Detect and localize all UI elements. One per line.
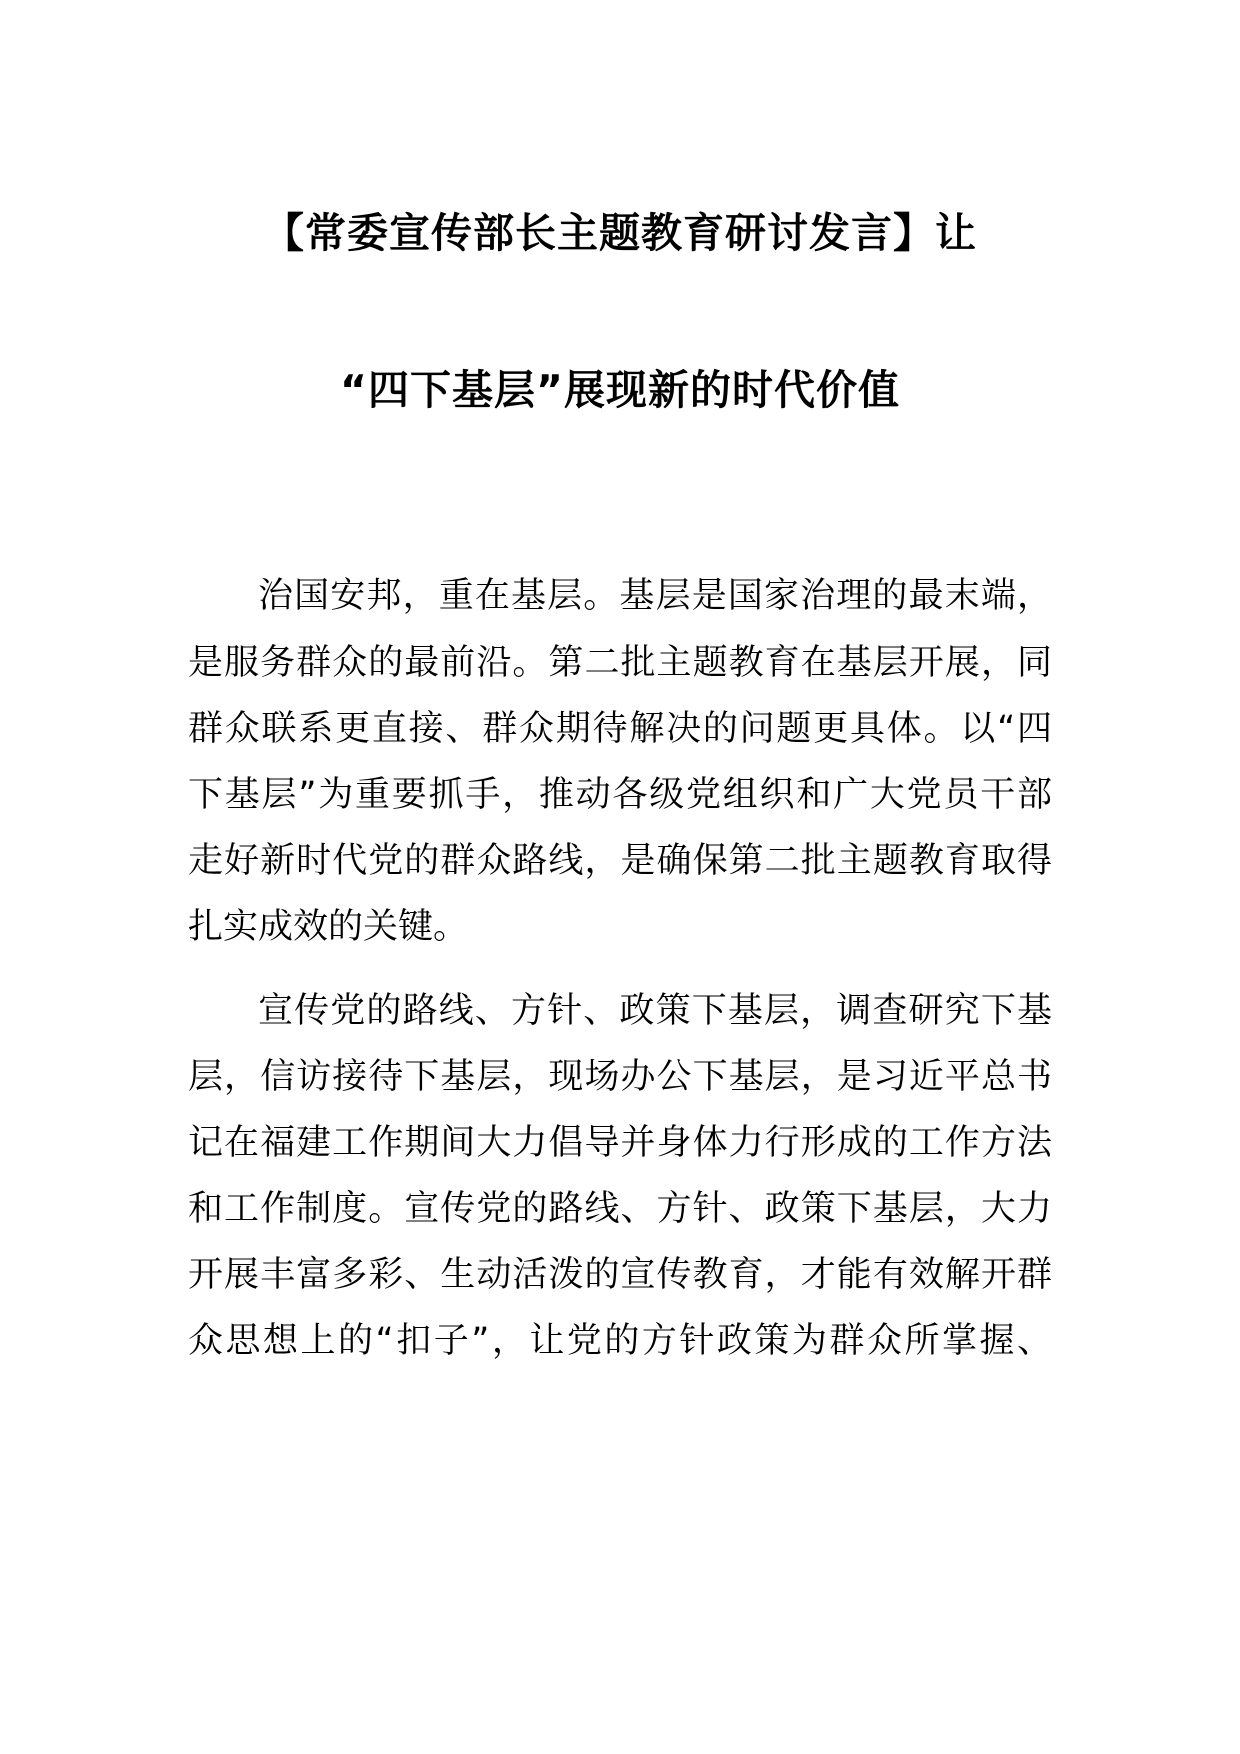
paragraph-1-line-2: 是服务群众的最前沿。第二批主题教育在基层开展，同 [188, 643, 1052, 683]
paragraph-2-line-4: 和工作制度。宣传党的路线、方针、政策下基层，大力 [188, 1189, 1052, 1229]
document-title-line-1: 【常委宣传部长主题教育研讨发言】让 [263, 209, 977, 257]
paragraph-1-line-1: 治国安邦，重在基层。基层是国家治理的最末端， [258, 576, 1052, 616]
paragraph-2-line-3: 记在福建工作期间大力倡导并身体力行形成的工作方法 [188, 1123, 1052, 1163]
paragraph-2-line-6: 众思想上的“扣子”，让党的方针政策为群众所掌握、 [188, 1321, 1052, 1361]
paragraph-1-line-5: 走好新时代党的群众路线，是确保第二批主题教育取得 [188, 841, 1052, 881]
paragraph-1-line-3: 群众联系更直接、群众期待解决的问题更具体。以“四 [188, 709, 1052, 749]
paragraph-2-line-1: 宣传党的路线、方针、政策下基层，调查研究下基 [258, 991, 1052, 1031]
paragraph-2-line-2: 层，信访接待下基层，现场办公下基层，是习近平总书 [188, 1057, 1052, 1097]
paragraph-1-line-6: 扎实成效的关键。 [188, 907, 469, 947]
paragraph-1-line-4: 下基层”为重要抓手，推动各级党组织和广大党员干部 [188, 775, 1052, 815]
document-title-line-2: “四下基层”展现新的时代价值 [340, 366, 900, 414]
paragraph-2-line-5: 开展丰富多彩、生动活泼的宣传教育，才能有效解开群 [188, 1255, 1052, 1295]
